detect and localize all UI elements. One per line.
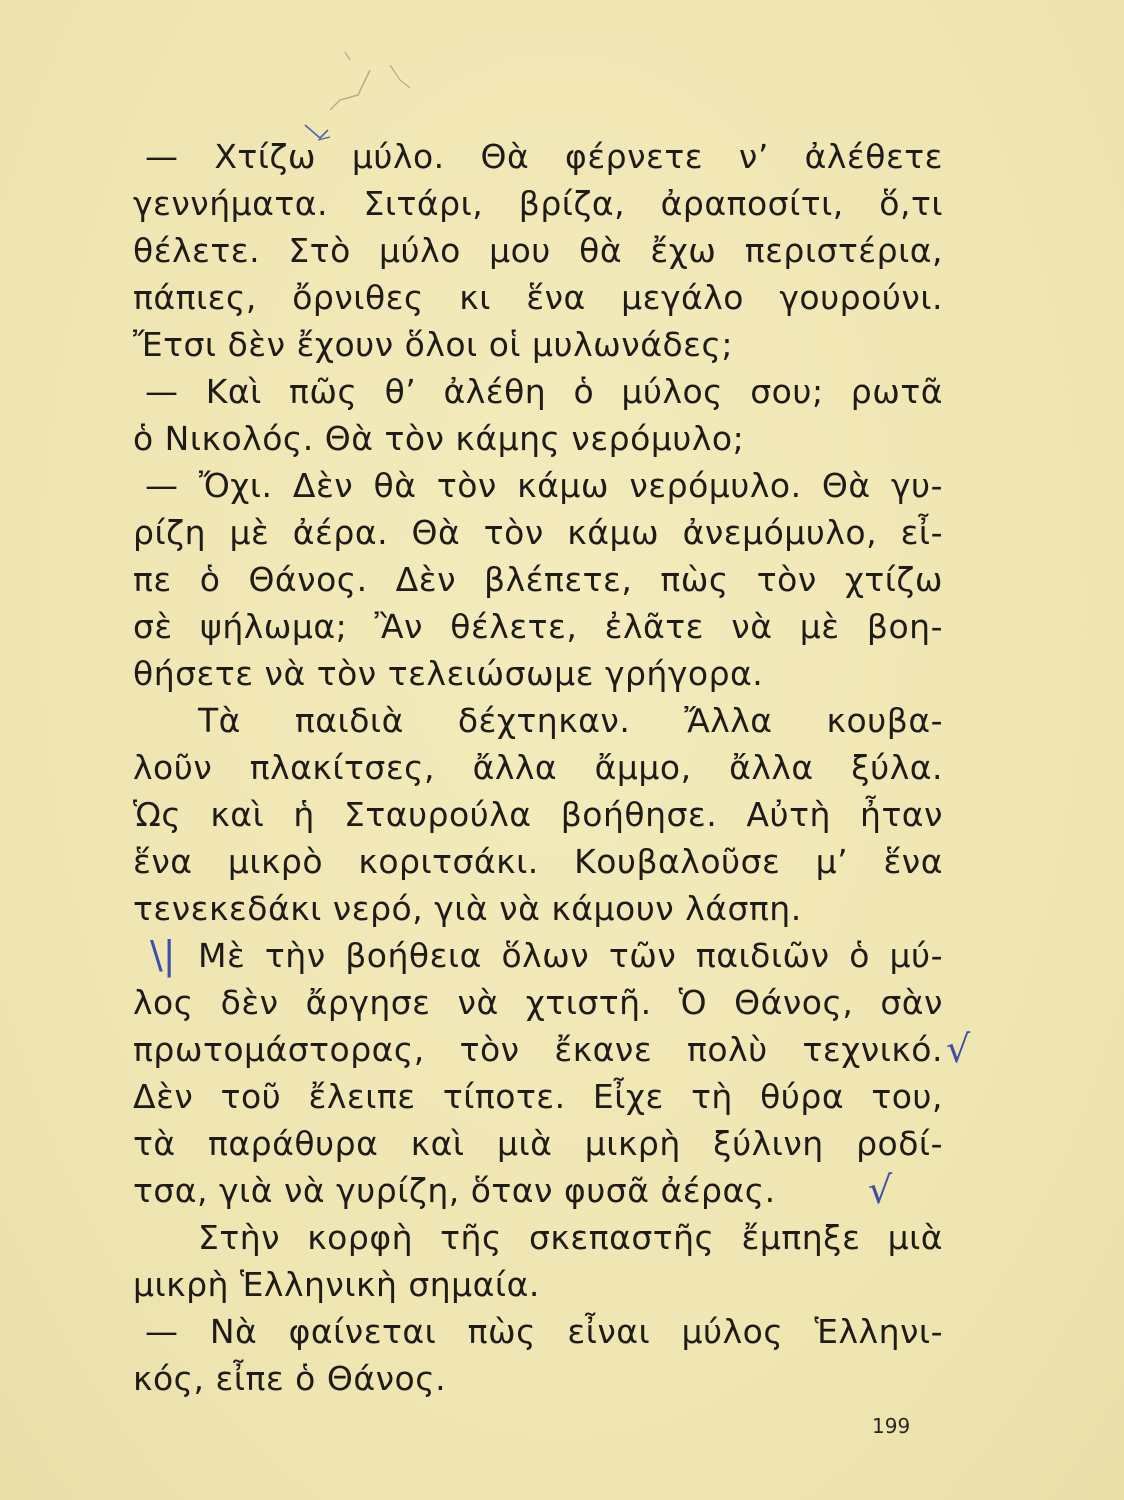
- text-line: — Χτίζω μύλο. Θὰ φέρνετε ν’ ἀλέθετε: [145, 137, 943, 176]
- check-mark-icon: √: [946, 1027, 971, 1071]
- text-line: θήσετε νὰ τὸν τελειώσωμε γρήγορα.: [133, 654, 764, 693]
- margin-mark-icon: \|: [150, 933, 176, 977]
- text-line: κός, εἶπε ὁ Θάνος.: [133, 1359, 447, 1398]
- text-line: τὰ παράθυρα καὶ μιὰ μικρὴ ξύλινη ροδί-: [133, 1124, 943, 1163]
- page-number: 199: [872, 1414, 911, 1438]
- check-mark-icon: √: [868, 1168, 893, 1212]
- text-line: πάπιες, ὄρνιθες κι ἕνα μεγάλο γουρούνι.: [133, 278, 943, 317]
- text-line: Μὲ τὴν βοήθεια ὅλων τῶν παιδιῶν ὁ μύ-: [198, 936, 943, 975]
- text-line: τενεκεδάκι νερό, γιὰ νὰ κάμουν λάσπη.: [133, 889, 802, 928]
- text-line: λος δὲν ἄργησε νὰ χτιστῆ. Ὁ Θάνος, σὰν: [133, 983, 943, 1022]
- text-line: Ἔτσι δὲν ἔχουν ὅλοι οἱ μυλωνάδες;: [133, 325, 734, 364]
- text-line: — Ὄχι. Δὲν θὰ τὸν κάμω νερόμυλο. Θὰ γυ-: [145, 466, 943, 505]
- text-line: Στὴν κορφὴ τῆς σκεπαστῆς ἔμπηξε μιὰ: [198, 1218, 943, 1257]
- text-line: ρίζη μὲ ἀέρα. Θὰ τὸν κάμω ἀνεμόμυλο, εἶ-: [133, 513, 943, 552]
- text-line: ὁ Νικολός. Θὰ τὸν κάμης νερόμυλο;: [133, 419, 745, 458]
- text-line: μικρὴ Ἑλληνικὴ σημαία.: [133, 1265, 540, 1304]
- text-line: τσα, γιὰ νὰ γυρίζη, ὅταν φυσᾶ ἀέρας.: [133, 1171, 776, 1210]
- text-line: γεννήματα. Σιτάρι, βρίζα, ἀραποσίτι, ὅ,τι: [133, 184, 943, 223]
- text-line: θέλετε. Στὸ μύλο μου θὰ ἔχω περιστέρια,: [133, 231, 943, 270]
- text-line: ἕνα μικρὸ κοριτσάκι. Κουβαλοῦσε μ’ ἕνα: [133, 842, 943, 881]
- text-line: — Καὶ πῶς θ’ ἀλέθη ὁ μύλος σου; ρωτᾶ: [145, 372, 943, 411]
- text-line: σὲ ψήλωμα; Ἂν θέλετε, ἐλᾶτε νὰ μὲ βοη-: [133, 607, 943, 646]
- text-line: πε ὁ Θάνος. Δὲν βλέπετε, πὼς τὸν χτίζω: [133, 560, 943, 599]
- text-line: λοῦν πλακίτσες, ἄλλα ἄμμο, ἄλλα ξύλα.: [133, 748, 943, 787]
- text-line: Τὰ παιδιὰ δέχτηκαν. Ἄλλα κουβα-: [198, 701, 943, 740]
- text-line: πρωτομάστορας, τὸν ἔκανε πολὺ τεχνικό.: [133, 1030, 943, 1069]
- text-line: Ὡς καὶ ἡ Σταυρούλα βοήθησε. Αὐτὴ ἦταν: [133, 795, 943, 834]
- text-line: Δὲν τοῦ ἔλειπε τίποτε. Εἶχε τὴ θύρα του,: [133, 1077, 943, 1116]
- text-line: — Νὰ φαίνεται πὼς εἶναι μύλος Ἑλληνι-: [145, 1312, 943, 1351]
